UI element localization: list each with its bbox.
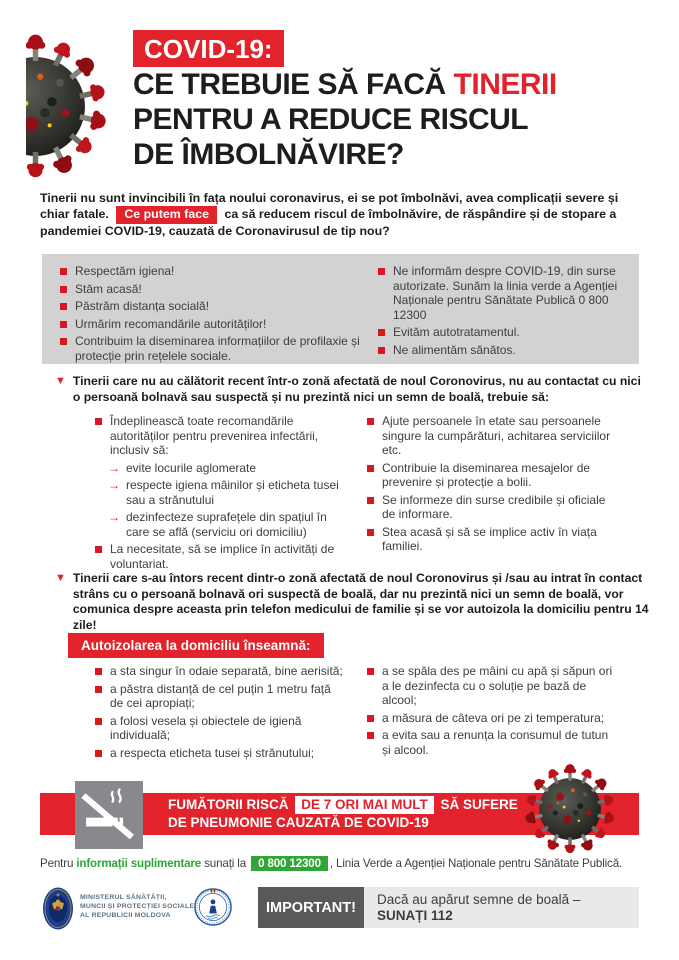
list-item [95, 682, 343, 711]
list-item [95, 478, 343, 507]
triangle-bullet-icon: ▼ [55, 375, 66, 387]
title-line1-black: CE TREBUIE SĂ FACĂ [133, 68, 454, 101]
list-item-text: Păstrăm distanța socială! [75, 299, 210, 313]
square-bullet-icon [95, 668, 102, 675]
list-item [367, 711, 619, 726]
square-bullet-icon [95, 546, 102, 553]
seven-times-badge: DE 7 ORI MAI MULT [295, 796, 434, 814]
list-item [60, 317, 362, 332]
list-item-text: Contribuim la diseminarea informațiilor de profilaxie și protecție prin rețelele sociale. [75, 334, 360, 363]
recommendations-right-column [378, 264, 633, 364]
recommendations-left-column [60, 264, 362, 364]
title-line-1 [133, 67, 673, 102]
square-bullet-icon [60, 321, 67, 328]
public-health-agency-logo [194, 888, 232, 926]
list-item-text: Stăm acasă! [75, 281, 142, 296]
list-item-text: a evita sau a renunța la consumul de tutun și alcool. [382, 728, 609, 757]
square-bullet-icon [367, 465, 374, 472]
section1-left-column [95, 414, 343, 574]
list-item [95, 714, 343, 743]
covid-title-badge: COVID-19: [133, 30, 284, 67]
list-item-text: respecte igiena mâinilor și eticheta tusei sau a strănutului [126, 478, 339, 507]
ministry-name-line-1: MINISTERUL SĂNĂTĂȚII, [80, 894, 167, 901]
square-bullet-icon [95, 718, 102, 725]
arrow-bullet-icon: → [108, 460, 120, 475]
list-item-text: a se spăla des pe mâini cu apă și săpun ori a le dezinfecta cu o soluție pe bază de alcool; [382, 664, 613, 707]
coronavirus-illustration-top-left [26, 28, 114, 186]
section2-heading [55, 571, 653, 633]
intro-paragraph [40, 191, 646, 239]
smoking-warning-text [168, 796, 520, 832]
section1-heading [55, 374, 649, 405]
section1-right-column [367, 414, 619, 574]
list-item [95, 510, 343, 539]
list-item-text: a măsura de câteva ori pe zi temperatura; [382, 710, 605, 725]
list-item-text: dezinfecteze suprafețele din spațiul în care se află (serviciu ori domiciliu) [126, 510, 327, 539]
section1-columns [95, 414, 619, 574]
square-bullet-icon [367, 668, 374, 675]
list-item [378, 325, 633, 340]
triangle-bullet-icon: ▼ [55, 572, 66, 584]
section1-heading-text: Tinerii care nu au călătorit recent într-o zonă afectată de noul Coronovirus, nu au contactat cu nici o persoană bolnavă sau suspectă și nu prezintă nici un semn de boală, trebuie să: [72, 374, 641, 404]
list-item [367, 664, 619, 708]
hotline-info-line [40, 856, 622, 871]
list-item-text: evite locurile aglomerate [126, 460, 257, 475]
square-bullet-icon [60, 338, 67, 345]
list-item [378, 343, 633, 358]
intro-text-after: ca să reducem riscul de îmbolnăvire, de răspândire și de stopare a pandemiei COVID-19, cauzată de Coronavirusul de tip nou? [40, 207, 617, 238]
ministry-name [80, 894, 194, 920]
no-smoking-icon-box [75, 781, 143, 849]
emergency-call-112: SUNAȚI 112 [377, 908, 453, 923]
coronavirus-illustration-bottom-right [521, 760, 619, 858]
page-title [133, 67, 673, 172]
recommendations-box [42, 254, 639, 364]
square-bullet-icon [95, 686, 102, 693]
list-item-text: Îndeplinească toate recomandările autorităților pentru prevenirea infectării, inclusiv să: [110, 414, 319, 457]
list-item [367, 414, 619, 458]
arrow-bullet-icon: → [108, 510, 120, 524]
square-bullet-icon [367, 418, 374, 425]
ce-putem-face-badge: Ce putem face [116, 206, 217, 223]
section2-columns [95, 664, 619, 763]
list-item-text: a folosi vesela și obiectele de igienă individuală; [110, 713, 302, 742]
list-item [367, 525, 619, 554]
title-line-3: DE ÎMBOLNĂVIRE? [133, 138, 404, 171]
square-bullet-icon [367, 529, 374, 536]
banner-text-after: SĂ SUFERE DE PNEUMONIE CAUZATĂ DE COVID-19 [168, 797, 518, 830]
banner-text-before: FUMĂTORII RISCĂ [168, 797, 293, 812]
list-item [60, 264, 362, 279]
ministry-coat-of-arms-logo [42, 886, 74, 931]
list-item-text: Evităm autotratamentul. [393, 325, 520, 339]
square-bullet-icon [367, 715, 374, 722]
list-item [95, 414, 343, 458]
list-item [367, 728, 619, 757]
list-item [60, 282, 362, 297]
intro-text-before: Tinerii nu sunt invincibili în fața noului coronavirus, ei se pot îmbolnăvi, avea complicații severe și chiar fatale. [40, 191, 619, 222]
info-text-1: Pentru [40, 857, 77, 870]
list-item [378, 264, 633, 322]
square-bullet-icon [60, 286, 67, 293]
list-item-text: a respecta eticheta tusei și strănutului; [110, 745, 315, 760]
important-badge: IMPORTANT! [258, 887, 364, 928]
list-item-text: Se informeze din surse credibile și oficiale de informare. [382, 492, 606, 521]
list-item-text: Urmărim recomandările autorităților! [75, 316, 267, 331]
list-item-text: a sta singur în odaie separată, bine aerisită; [110, 664, 343, 678]
info-text-3: , Linia Verde a Agenției Naționale pentru Sănătate Publică. [329, 857, 623, 870]
square-bullet-icon [60, 303, 67, 310]
list-item-text: Ne alimentăm sănătos. [393, 342, 516, 357]
ministry-name-line-2: MUNCII ȘI PROTECȚIEI SOCIALE [80, 902, 195, 910]
emergency-note-text: Dacă au apărut semne de boală – [377, 892, 581, 907]
list-item [367, 493, 619, 522]
no-smoking-icon [79, 785, 139, 845]
list-item [95, 664, 343, 679]
square-bullet-icon [378, 329, 385, 336]
square-bullet-icon [367, 732, 374, 739]
list-item [60, 334, 362, 363]
list-item-text: Ne informăm despre COVID-19, din surse autorizate. Sunăm la linia verde a Agenției Naționale pentru Sănătate Publică 0 800 12300 [393, 264, 618, 322]
square-bullet-icon [95, 750, 102, 757]
square-bullet-icon [378, 268, 385, 275]
square-bullet-icon [378, 347, 385, 354]
coronavirus-icon [26, 28, 114, 185]
section2-heading-text: Tinerii care s-au întors recent dintr-o zonă afectată de noul Coronovirus și /sau au intrat în contact strâns cu o persoană bolnavă ori suspectă de boală, dar nu prezintă nici un semn de boală, vor comunica despre aceasta prin telefon medicului de familie și se vor autoizola la domiciliu pentru 14 zile! [72, 571, 649, 632]
section2-left-column [95, 664, 343, 763]
title-line1-red: TINERII [453, 68, 557, 101]
info-text-2: sunați la [201, 857, 250, 870]
title-line-2: PENTRU A REDUCE RISCUL [133, 103, 529, 136]
list-item [95, 542, 343, 571]
square-bullet-icon [95, 418, 102, 425]
list-item-text: Ajute persoanele în etate sau persoanele singure la cumpărături, achitarea serviciilor etc. [382, 414, 611, 457]
arrow-bullet-icon: → [108, 478, 120, 492]
ministry-name-line-3: AL REPUBLICII MOLDOVA [80, 911, 171, 919]
info-highlight: informații suplimentare [76, 857, 202, 870]
section2-right-column [367, 664, 619, 763]
list-item [95, 461, 343, 476]
list-item-text: La necesitate, să se implice în activități de voluntariat. [110, 542, 335, 571]
list-item-text: Contribuie la diseminarea mesajelor de prevenire și protecție a bolii. [382, 460, 591, 489]
list-item-text: Stea acasă și să se implice activ în viața familiei. [382, 524, 597, 553]
list-item [367, 461, 619, 490]
hotline-phone-badge: 0 800 12300 [251, 856, 328, 871]
list-item-text: a păstra distanță de cel puțin 1 metru față de cei apropiați; [110, 681, 331, 710]
emergency-note-box [364, 887, 639, 928]
list-item-text: Respectăm igiena! [75, 264, 175, 278]
list-item [60, 299, 362, 314]
autoizolare-badge: Autoizolarea la domiciliu înseamnă: [68, 633, 324, 658]
square-bullet-icon [60, 268, 67, 275]
square-bullet-icon [367, 497, 374, 504]
list-item [95, 746, 343, 761]
